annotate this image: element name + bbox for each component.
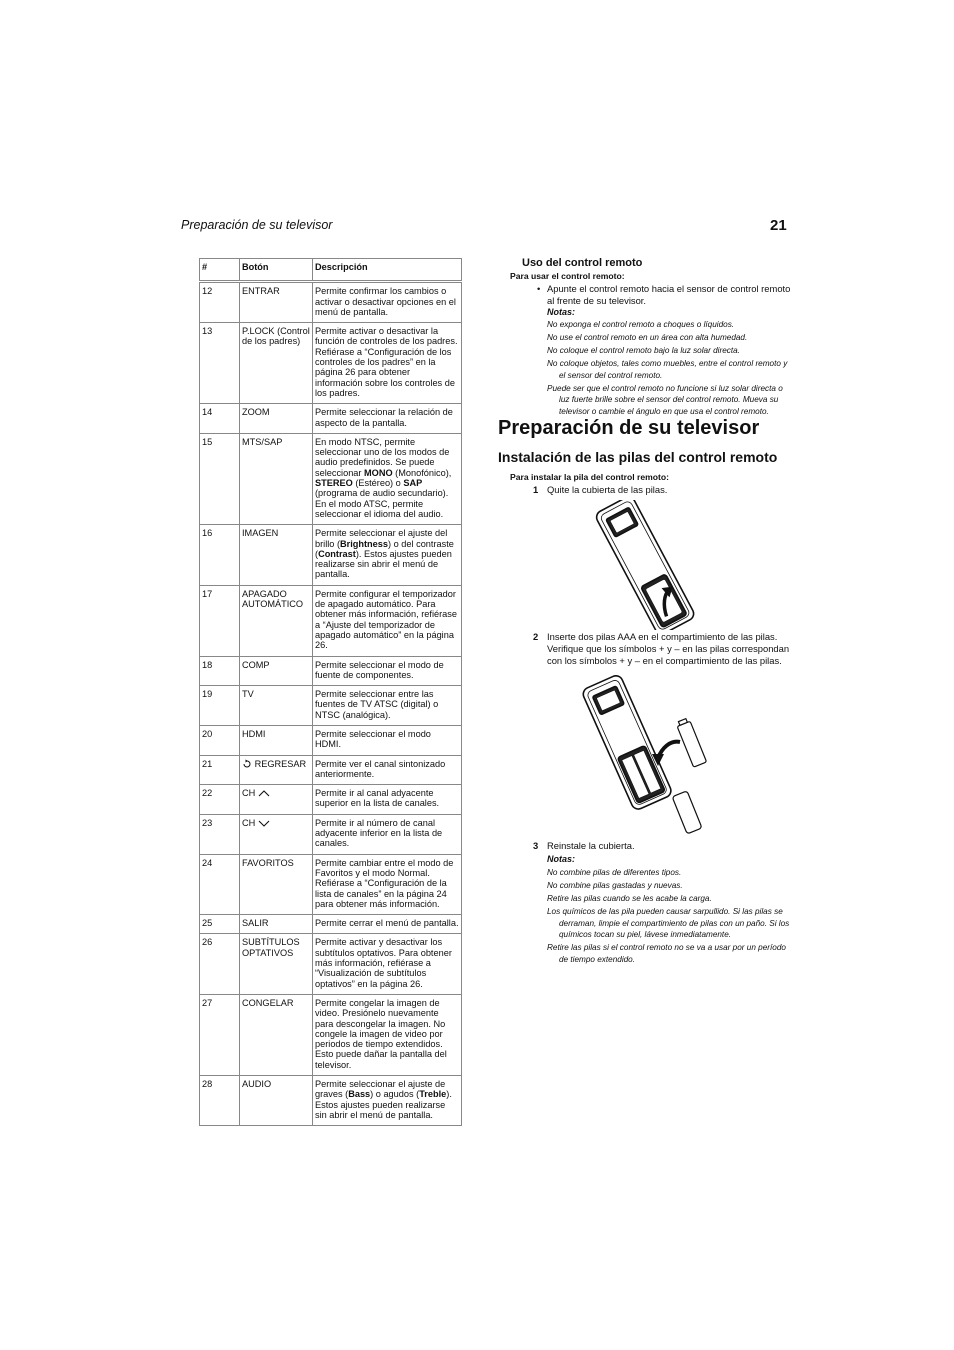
row-number: 24 [200, 854, 240, 914]
remote-use-heading: Uso del control remoto [522, 257, 643, 269]
table-row [200, 433, 462, 524]
row-number: 13 [200, 323, 240, 404]
row-button [240, 915, 313, 934]
row-button [240, 433, 313, 524]
row-number: 21 [200, 755, 240, 785]
row-description: Permite cerrar el menú de pantalla. [313, 915, 462, 934]
button-reference-table [199, 258, 462, 1126]
row-number: 28 [200, 1076, 240, 1126]
table-row [200, 755, 462, 785]
chevron-up-icon [255, 788, 270, 798]
row-button-label: COMP [242, 659, 270, 670]
step-3-number: 3 [533, 840, 539, 851]
note-item: Los químicos de las pila pueden causar sarpullido. Si las pilas se derraman, limpie el compartimiento de pilas con un paño. Si los químicos tocan su piel, lávese inmediatamente. [547, 907, 790, 939]
section-subtitle: Instalación de las pilas del control remoto [498, 449, 778, 465]
row-button-label: CONGELAR [242, 997, 294, 1008]
row-button [240, 725, 313, 755]
table-row [200, 785, 462, 815]
page-number: 21 [770, 217, 787, 234]
note-item: No coloque objetos, tales como muebles, entre el control remoto y el sensor del control remoto. [547, 359, 788, 380]
step-2-number: 2 [533, 631, 539, 642]
table-row [200, 525, 462, 585]
row-description: Permite activar y desactivar los subtítulos optativos. Para obtener más información, refiérase a “Visualización de subtítulos optativos” en la página 26. [313, 934, 462, 994]
table-row [200, 854, 462, 914]
row-number: 27 [200, 994, 240, 1075]
row-button [240, 934, 313, 994]
table-row [200, 323, 462, 404]
row-number: 25 [200, 915, 240, 934]
table-row [200, 404, 462, 434]
row-description: Permite ver el canal sintonizado anteriormente. [313, 755, 462, 785]
header-description: Descripción [313, 259, 462, 282]
note-item: Retire las pilas cuando se les acabe la carga. [547, 894, 712, 903]
row-button [240, 854, 313, 914]
row-button-label: ZOOM [242, 407, 270, 418]
row-button-label: IMAGEN [242, 528, 279, 539]
row-description: Permite activar o desactivar la función de controles de los padres. Refiérase a “Configuración de los controles de los padres” en la página 26 para obtener información sobre los controles de los padres. [313, 323, 462, 404]
remote-remove-cover-illustration [590, 500, 702, 630]
table-row [200, 725, 462, 755]
step-1-number: 1 [533, 484, 539, 495]
row-button [240, 814, 313, 854]
remote-use-label: Para usar el control remoto: [510, 271, 625, 281]
row-button [240, 785, 313, 815]
row-number: 12 [200, 282, 240, 323]
step-1-text: Quite la cubierta de las pilas. [547, 484, 668, 495]
row-description: Permite seleccionar el ajuste del brillo (Brightness) o del contraste (Contrast). Estos ajustes pueden realizarse sin abrir el menú de pantalla. [313, 525, 462, 585]
header-button: Botón [240, 259, 313, 282]
row-description: Permite seleccionar la relación de aspecto de la pantalla. [313, 404, 462, 434]
row-button [240, 1076, 313, 1126]
row-button [240, 282, 313, 323]
row-number: 19 [200, 686, 240, 726]
table-row [200, 656, 462, 686]
step-2-text: Inserte dos pilas AAA en el compartimiento de las pilas. Verifique que los símbolos + y – en las pilas correspondan con los símbolos + y – en el compartimiento de las pilas. [547, 631, 790, 666]
note-item: Puede ser que el control remoto no funcione si luz solar directa o luz fuerte brille sobre el sensor del control remoto. Mueva su televisor o cambie el ángulo en que usa el control remoto. [547, 383, 783, 416]
row-number: 15 [200, 433, 240, 524]
step-3-text: Reinstale la cubierta. [547, 840, 635, 851]
row-button-label: TV [242, 689, 254, 700]
row-button [240, 585, 313, 656]
row-button-label: AUDIO [242, 1079, 272, 1089]
note-item: No coloque el control remoto bajo la luz solar directa. [547, 346, 740, 355]
row-number: 22 [200, 785, 240, 815]
row-number: 17 [200, 585, 240, 656]
table-header-row [200, 259, 462, 282]
row-number: 23 [200, 814, 240, 854]
row-description: Permite configurar el temporizador de apagado automático. Para obtener más información, refiérase a “Ajuste del temporizador de apagado automático” en la página 26. [313, 585, 462, 656]
row-description: Permite seleccionar el ajuste de graves (Bass) o agudos (Treble). Estos ajustes pueden realizarse sin abrir el menú de pantalla. [313, 1076, 462, 1126]
note-item: Retire las pilas si el control remoto no se va a usar por un período de tiempo extendido. [547, 943, 786, 964]
install-notes-label: Notas: [547, 854, 576, 864]
row-button-label: CH [242, 788, 256, 799]
page-header-title: Preparación de su televisor [181, 218, 333, 232]
row-button [240, 404, 313, 434]
bullet-dot: • [537, 283, 541, 294]
row-number: 26 [200, 934, 240, 994]
row-description: En modo NTSC, permite seleccionar uno de los modos de audio predefinidos. Se puede seleccionar MONO (Monofónico), STEREO (Estéreo) o SAP (programa de audio secundario). En el modo ATSC, permite seleccionar el idioma del audio. [313, 433, 462, 524]
row-button-label: MTS/SAP [242, 436, 283, 447]
table-row [200, 686, 462, 726]
install-label: Para instalar la pila del control remoto: [510, 472, 670, 482]
row-button-label: SUBTÍTULOS OPTATIVOS [242, 937, 300, 958]
row-button [240, 994, 313, 1075]
row-button-label: P.LOCK (Control de los padres) [242, 326, 310, 347]
table-row [200, 814, 462, 854]
note-item: No combine pilas de diferentes tipos. [547, 868, 682, 877]
row-description: Permite confirmar los cambios o activar o desactivar opciones en el menú de pantalla. [313, 282, 462, 323]
row-button-label: APAGADO AUTOMÁTICO [242, 588, 304, 610]
row-button [240, 525, 313, 585]
row-description: Permite seleccionar entre las fuentes de TV ATSC (digital) o NTSC (analógica). [313, 686, 462, 726]
row-button [240, 656, 313, 686]
note-item: No exponga el control remoto a choques o líquidos. [547, 320, 735, 329]
note-item: No use el control remoto en un área con alta humedad. [547, 333, 748, 342]
row-description: Permite ir al canal adyacente superior en la lista de canales. [313, 785, 462, 815]
row-description: Permite congelar la imagen de video. Presiónelo nuevamente para descongelar la imagen. No congele la imagen de video por periodos de tiempo extendidos. Esto puede dañar la pantalla del televisor. [313, 994, 462, 1075]
row-button [240, 323, 313, 404]
table-row [200, 915, 462, 934]
table-row [200, 1076, 462, 1126]
install-notes-list [547, 867, 795, 967]
remote-insert-batteries-illustration [578, 672, 718, 842]
return-icon [242, 759, 255, 769]
row-number: 18 [200, 656, 240, 686]
row-button [240, 686, 313, 726]
row-description: Permite ir al número de canal adyacente inferior en la lista de canales. [313, 814, 462, 854]
row-number: 16 [200, 525, 240, 585]
row-number: 20 [200, 725, 240, 755]
header-number: # [200, 259, 240, 282]
note-item: No combine pilas gastadas y nuevas. [547, 881, 683, 890]
row-button-label: REGRESAR [254, 758, 307, 769]
table-body [200, 282, 462, 1126]
row-description: Permite cambiar entre el modo de Favoritos y el modo Normal. Refiérase a “Configuración de la lista de canales” en la página 24 para obtener más información. [313, 854, 462, 914]
row-button-label: SALIR [242, 918, 269, 929]
remote-use-bullet: Apunte el control remoto hacia el sensor de control remoto al frente de su televisor. [547, 283, 791, 306]
row-button-label: ENTRAR [242, 286, 280, 297]
row-button-label: CH [242, 817, 256, 828]
row-button [240, 755, 313, 785]
chevron-down-icon [255, 818, 270, 828]
row-button-label: HDMI [242, 728, 266, 739]
table-row [200, 282, 462, 323]
table-row [200, 934, 462, 994]
remote-notes-label: Notas: [547, 307, 576, 317]
remote-notes-list [547, 319, 795, 419]
table-row [200, 994, 462, 1075]
table-row [200, 585, 462, 656]
row-number: 14 [200, 404, 240, 434]
row-description: Permite seleccionar el modo HDMI. [313, 725, 462, 755]
section-title: Preparación de su televisor [498, 417, 760, 439]
row-description: Permite seleccionar el modo de fuente de componentes. [313, 656, 462, 686]
row-button-label: FAVORITOS [242, 857, 294, 868]
